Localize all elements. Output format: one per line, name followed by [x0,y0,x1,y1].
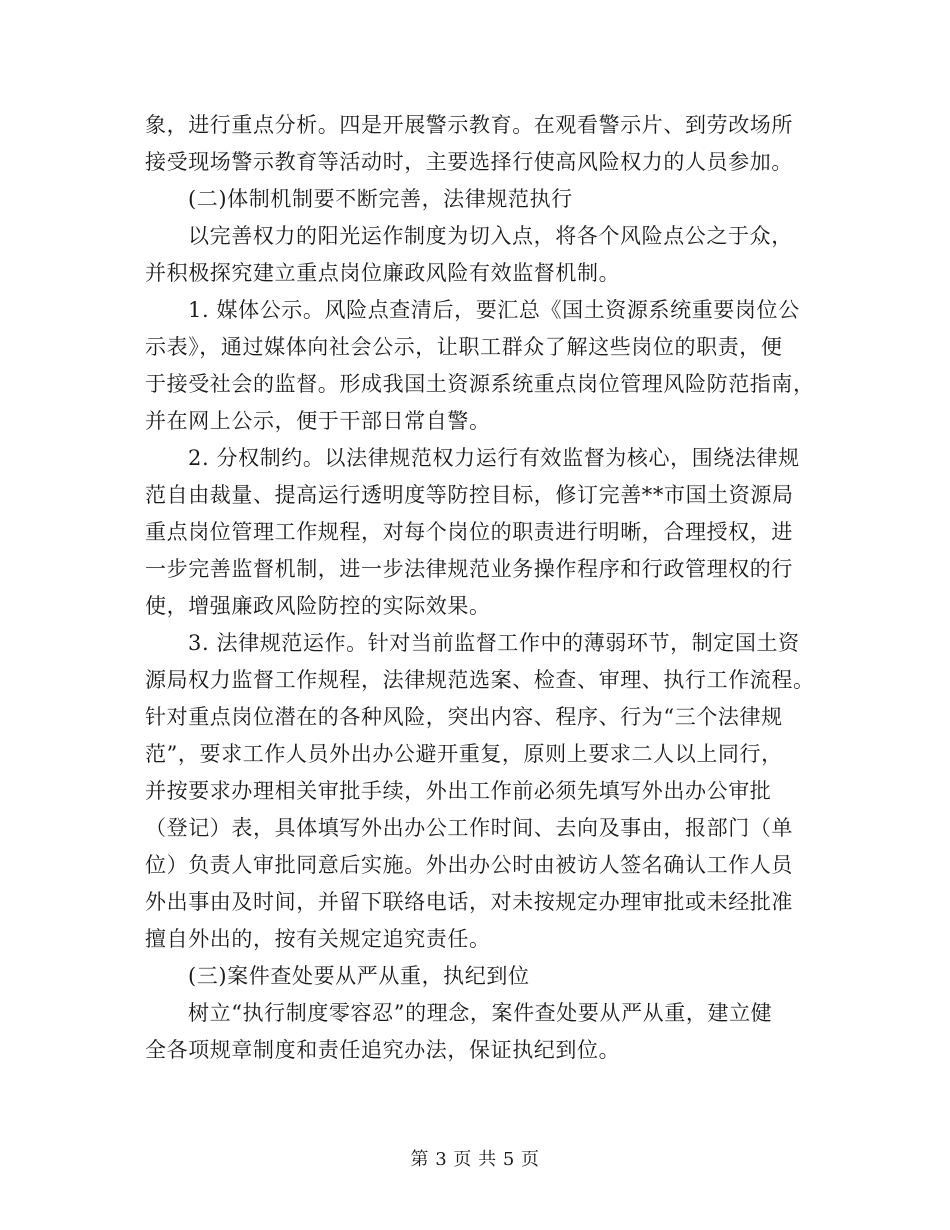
text-line: 于接受社会的监督。形成我国土资源系统重点岗位管理风险防范指南， [145,372,815,396]
text-line: 并按要求办理相关审批手续，外出工作前必须先填写外出办公审批 [145,779,772,803]
text-line: 一步完善监督机制，进一步法律规范业务操作程序和行政管理权的行 [145,557,793,581]
text-line: 外出事由及时间，并留下联络电话，对未按规定办理审批或未经批准 [145,890,793,914]
text-line: 3. 法律规范运作。针对当前监督工作中的薄弱环节，制定国土资 [188,631,800,655]
text-line: 象，进行重点分析。四是开展警示教育。在观看警示片、到劳改场所 [145,113,793,137]
text-line: 并在网上公示，便于干部日常自警。 [145,409,491,433]
text-line: 接受现场警示教育等活动时，主要选择行使高风险权力的人员参加。 [145,150,793,174]
text-line: （登记）表，具体填写外出办公工作时间、去向及事由，报部门（单 [145,816,793,840]
text-line: 1. 媒体公示。风险点查清后，要汇总《国土资源系统重要岗位公 [188,298,800,322]
text-line: 源局权力监督工作规程，法律规范选案、检查、审理、执行工作流程。 [145,668,815,692]
text-line: 针对重点岗位潜在的各种风险，突出内容、程序、行为“三个法律规 [145,705,783,729]
text-line: 树立“执行制度零容忍”的理念，案件查处要从严从重，建立健 [188,1001,773,1025]
text-line: 位）负责人审批同意后实施。外出办公时由被访人签名确认工作人员 [145,853,793,877]
text-line: 使，增强廉政风险防控的实际效果。 [145,594,491,618]
text-line: 全各项规章制度和责任追究办法，保证执纪到位。 [145,1038,621,1062]
text-line: 范”，要求工作人员外出办公避开重复，原则上要求二人以上同行， [145,742,783,766]
text-line: 2. 分权制约。以法律规范权力运行有效监督为核心，围绕法律规 [188,446,800,470]
text-line: 以完善权力的阳光运作制度为切入点，将各个风险点公之于众， [188,224,793,248]
section-heading: (二)体制机制要不断完善，法律规范执行 [188,187,573,211]
section-heading: (三)案件查处要从严从重，执纪到位 [188,964,530,988]
text-line: 范自由裁量、提高运行透明度等防控目标，修订完善**市国土资源局 [145,483,794,507]
page-footer: 第 3 页 共 5 页 [410,1149,540,1170]
text-line: 擅自外出的，按有关规定追究责任。 [145,927,491,951]
text-line: 重点岗位管理工作规程，对每个岗位的职责进行明晰，合理授权，进 [145,520,793,544]
text-line: 示表》，通过媒体向社会公示，让职工群众了解这些岗位的职责，便 [145,335,783,359]
text-line: 并积极探究建立重点岗位廉政风险有效监督机制。 [145,261,621,285]
